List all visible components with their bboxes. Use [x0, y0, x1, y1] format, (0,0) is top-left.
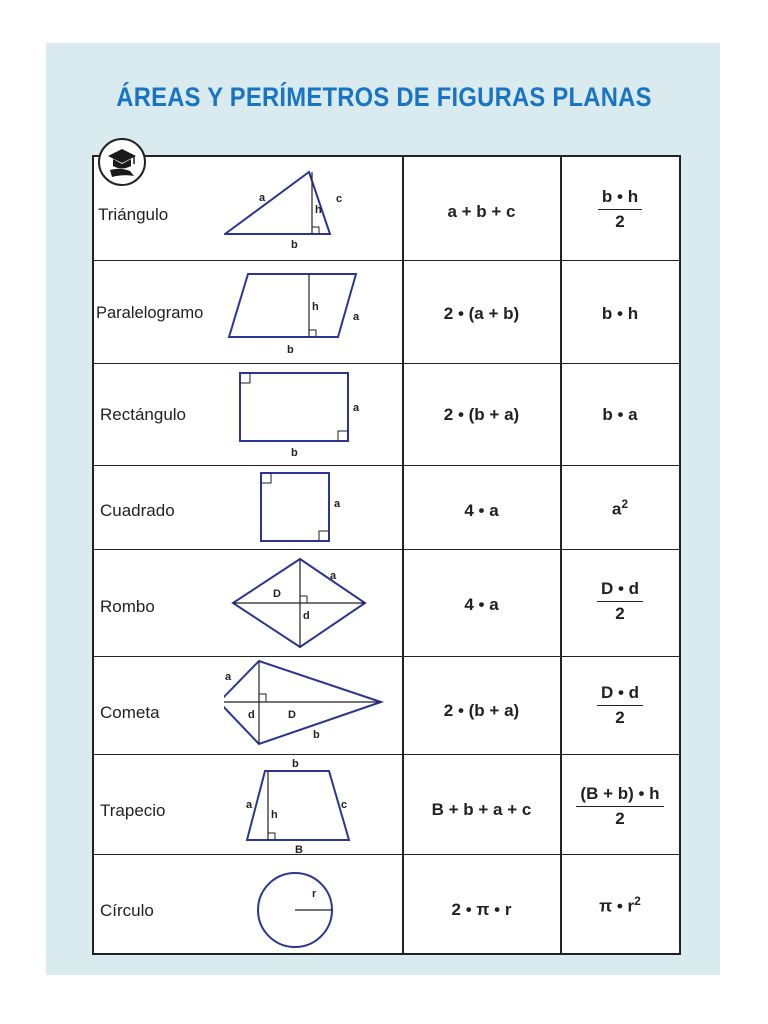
label-a: a	[353, 311, 360, 323]
table-row	[94, 754, 679, 855]
figure-name: Rectángulo	[100, 405, 187, 424]
label-h: h	[315, 204, 322, 216]
area-numerator: D • d	[597, 579, 643, 602]
figure-name: Trapecio	[100, 801, 166, 820]
label-d: d	[248, 709, 255, 721]
perimeter-formula: B + b + a + c	[431, 800, 532, 819]
label-a: a	[353, 402, 360, 414]
area-formula	[561, 187, 679, 232]
perimeter-formula: 2 • (b + a)	[443, 405, 520, 424]
formulas-table	[92, 155, 681, 955]
label-r: r	[312, 888, 317, 900]
area-exponent: 2	[634, 894, 641, 908]
label-h: h	[271, 809, 278, 821]
label-b: b	[291, 239, 298, 251]
area-numerator: (B + b) • h	[576, 784, 663, 807]
area-formula	[561, 894, 679, 917]
circle-figure	[224, 854, 399, 955]
label-a: a	[225, 671, 232, 683]
figure-name: Cometa	[100, 703, 160, 722]
mortarboard-hand-icon	[98, 138, 146, 186]
triangle-figure	[224, 157, 399, 260]
table-row	[94, 854, 679, 955]
label-b: b	[291, 447, 298, 459]
figure-name: Rombo	[100, 597, 155, 616]
area-formula	[561, 497, 679, 520]
table-row	[94, 465, 679, 550]
trapezoid-figure	[224, 754, 399, 854]
table-row	[94, 656, 679, 755]
label-a: a	[246, 799, 253, 811]
table-row	[94, 157, 679, 261]
area-denominator: 2	[615, 708, 625, 727]
perimeter-formula: 2 • π • r	[451, 900, 512, 919]
label-b: b	[292, 758, 299, 770]
area-formula: b • h	[601, 304, 639, 323]
parallelogram-figure	[224, 260, 399, 363]
label-a: a	[334, 498, 341, 510]
rectangle-figure	[224, 363, 399, 465]
area-formula	[561, 784, 679, 829]
label-c: c	[336, 193, 343, 205]
rhombus-figure	[224, 549, 399, 656]
area-base: π • r	[599, 896, 635, 916]
label-D: D	[273, 588, 281, 600]
area-base: a	[611, 499, 622, 519]
area-numerator: D • d	[597, 683, 643, 706]
area-denominator: 2	[615, 809, 625, 828]
table-row	[94, 363, 679, 466]
kite-figure	[224, 656, 399, 754]
perimeter-formula: 2 • (b + a)	[443, 701, 520, 720]
perimeter-formula: 4 • a	[464, 501, 499, 520]
label-c: c	[341, 799, 348, 811]
label-a: a	[330, 570, 337, 582]
area-numerator: b • h	[598, 187, 642, 210]
figure-name: Cuadrado	[100, 501, 175, 520]
figure-name: Círculo	[100, 901, 154, 920]
page-title: ÁREAS Y PERÍMETROS DE FIGURAS PLANAS	[116, 82, 652, 112]
figure-name: Paralelogramo	[96, 304, 204, 322]
perimeter-formula: 4 • a	[464, 595, 499, 614]
square-figure	[224, 465, 399, 549]
area-denominator: 2	[615, 212, 625, 231]
area-formula: b • a	[602, 405, 638, 424]
label-b: b	[313, 729, 320, 741]
label-a: a	[259, 192, 266, 204]
area-exponent: 2	[621, 497, 629, 511]
table-row	[94, 549, 679, 657]
label-h: h	[312, 301, 319, 313]
label-D: D	[288, 709, 296, 721]
perimeter-formula: a + b + c	[447, 202, 516, 221]
area-formula	[561, 683, 679, 728]
perimeter-formula: 2 • (a + b)	[443, 304, 520, 323]
figure-name: Triángulo	[98, 205, 169, 224]
area-formula	[561, 579, 679, 624]
label-d: d	[303, 610, 310, 622]
area-denominator: 2	[615, 604, 625, 623]
label-B: B	[295, 844, 303, 854]
label-b: b	[287, 344, 294, 356]
table-row	[94, 260, 679, 364]
